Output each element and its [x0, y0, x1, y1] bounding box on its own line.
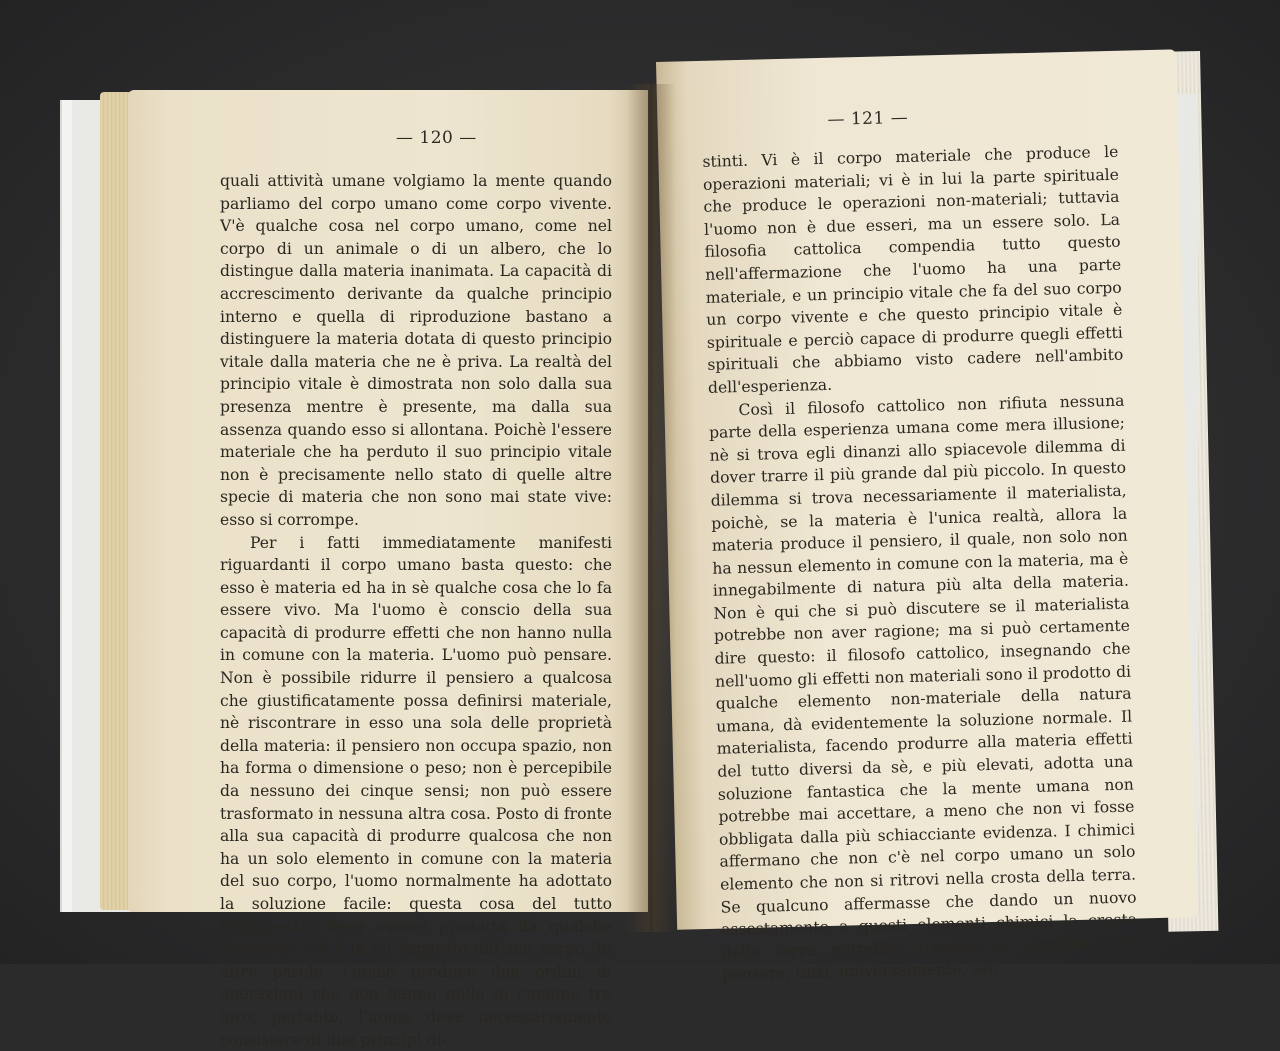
cover-edge [62, 100, 72, 912]
left-page [128, 90, 648, 912]
left-page-text [220, 170, 612, 1051]
right-page-text [702, 141, 1138, 987]
left-paragraph-2: Per i fatti immediatamente manifesti riguardanti il corpo umano basta questo: che esso è materia ed ha in sè qualche cosa che lo fa essere vivo. Ma l'uomo è conscio della sua capacità di produrre effetti che non hanno nulla in comune con la materia. L'uomo può pensare. Non è possibile ridurre il pensiero a qualcosa che giustificatamente possa definirsi materiale, nè riscontrare in esso una sola delle proprietà della materia: il pensiero non occupa spazio, non ha forma o dimensione o peso; non è percepibile da nessuno dei cinque sensi; non può essere trasformato in nessuna altra cosa. Posto di fronte alla sua capacità di produrre qualcosa che non ha un solo elemento in comune con la materia del suo corpo, l'uomo normalmente ha adottato la soluzione facile: questa cosa del tutto immateriale deve essere prodotta da qualche elemento che è in lui separato dal suo corpo. In altre parole, l'uomo produce due ordini di operazioni che non hanno nulla in comune tra loro; pertanto, l'uomo deve necessariamente consistere di due princìpi di- [220, 532, 612, 1051]
page-number-right: — 121 — [827, 108, 908, 130]
right-page [656, 49, 1197, 929]
book-gutter [626, 84, 676, 932]
right-paragraph-1: stinti. Vi è il corpo materiale che produce le operazioni materiali; vi è in lui la parte spirituale che produce le operazioni non-materiali; tuttavia l'uomo non è due esseri, ma un essere solo. La filosofia cattolica compendia tutto questo nell'affermazione che l'uomo ha una parte materiale, e un principio vitale che fa del suo corpo un corpo vivente e che questo principio vitale è spirituale e perciò capace di produrre quegli effetti spirituali che abbiamo visto cadere nell'ambito dell'esperienza. [702, 141, 1124, 400]
right-paragraph-2: Così il filosofo cattolico non rifiuta nessuna parte della esperienza umana come mera illusione; nè si trova egli dinanzi allo spiacevole dilemma di dover trarre il più grande dal più piccolo. In questo dilemma si trova necessariamente il materialista, poichè, se la materia è l'unica realtà, allora la materia produce il pensiero, il quale, non solo non ha nessun elemento in comune con la materia, ma è innegabilmente di natura più alta della materia. Non è qui che si può discutere se il materialista potrebbe non aver ragione; ma si può certamente dire questo: il filosofo cattolico, insegnando che nell'uomo gli effetti non materiali sono il prodotto di qualche elemento non-materiale della natura umana, dà evidentemente la soluzione normale. Il materialista, facendo produrre alla materia effetti del tutto diversi da sè, e più elevati, adotta una soluzione fantastica che la mente umana non potrebbe mai accettare, a meno che non vi fosse obbligata dalla più schiacciante evidenza. I chimici affermano che non c'è nel corpo umano un solo elemento che non si ritrovi nella crosta della terra. Se qualcuno affermasse che dando un nuovo assestamento a questi elementi chimici la crosta della terra potrebbe trovarsi in condizioni di pensare, tutti, universalmente, sen- [708, 389, 1138, 986]
left-paragraph-1: quali attività umane volgiamo la mente quando parliamo del corpo umano come corpo vivente. V'è qualche cosa nel corpo umano, come nel corpo di un animale o di un albero, che lo distingue dalla materia inanimata. La capacità di accrescimento derivante da qualche principio interno e quella di riproduzione bastano a distinguere la materia dotata di questo principio vitale dalla materia che ne è priva. La realtà del principio vitale è dimostrata non solo dalla sua presenza mentre è presente, ma dalla sua assenza quando esso si allontana. Poichè l'essere materiale che ha perduto il suo principio vitale non è precisamente nello stato di quelle altre specie di materia che non sono mai state vive: esso si corrompe. [220, 170, 612, 532]
page-number-left: — 120 — [396, 128, 477, 148]
